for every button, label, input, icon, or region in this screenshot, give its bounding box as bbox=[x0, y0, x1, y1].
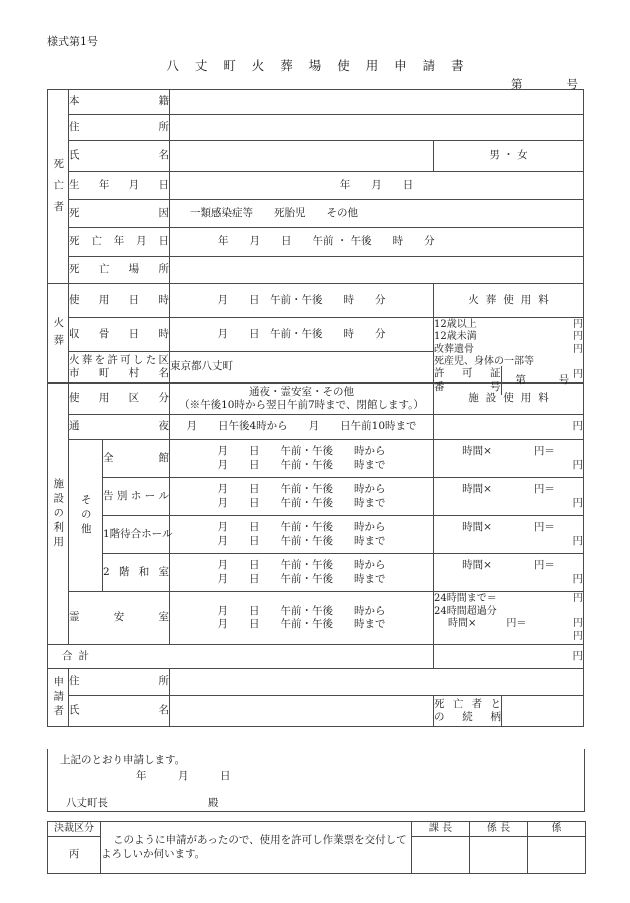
facility-to-line: 月 日 午前・午後 時まで bbox=[217, 572, 386, 585]
approval-stamp-kacho[interactable] bbox=[412, 837, 470, 874]
fee-item-unit: 円 bbox=[573, 368, 584, 380]
mortuary-fee-line1 bbox=[434, 593, 583, 606]
permit-number-prefix: 第 bbox=[515, 373, 526, 386]
section-label-facility: 施設の利用 bbox=[48, 384, 69, 645]
field-facility-2f-datetime[interactable] bbox=[170, 554, 434, 592]
table-row bbox=[48, 440, 584, 478]
facility-calc-line: 時間× 円＝ bbox=[462, 483, 555, 496]
use-class-line2: （※午後10時から翌日午前7時まで、閉館します。） bbox=[179, 399, 424, 411]
facility-calc-line: 時間× 円＝ bbox=[462, 521, 555, 534]
field-mortuary-fee[interactable] bbox=[434, 592, 584, 645]
field-use-datetime[interactable]: 月 日 午前・午後 時 分 bbox=[170, 284, 434, 318]
field-total-amount[interactable]: 円 bbox=[434, 645, 584, 669]
mortuary-fee-line1-label: 24時間まで＝ bbox=[434, 593, 497, 604]
fee-item-row bbox=[434, 331, 583, 344]
field-relation-to-deceased[interactable] bbox=[502, 696, 584, 727]
field-address-applicant[interactable] bbox=[170, 669, 584, 696]
mortuary-fee-line4-unit: 円 bbox=[573, 630, 584, 642]
table-row bbox=[48, 669, 584, 696]
label-name-deceased: 氏名 bbox=[69, 141, 170, 172]
fee-item-unit: 円 bbox=[573, 318, 584, 330]
table-row bbox=[48, 318, 584, 352]
approval-stamp-kakaricho[interactable] bbox=[470, 837, 528, 874]
label-death-date: 死亡年月日 bbox=[69, 228, 170, 257]
section-label-applicant: 申請者 bbox=[48, 669, 69, 727]
use-class-line1: 通夜・霊安室・その他 bbox=[249, 385, 354, 398]
table-row bbox=[48, 257, 584, 284]
document-number-prefix: 第 bbox=[511, 77, 523, 91]
permit-number-block bbox=[434, 366, 583, 395]
field-facility-kokubetsu-datetime[interactable] bbox=[170, 478, 434, 516]
label-honseki: 本籍 bbox=[69, 90, 170, 115]
facility-calc-unit: 円 bbox=[572, 534, 584, 547]
field-name-applicant[interactable] bbox=[170, 696, 434, 727]
field-permit-number[interactable] bbox=[501, 366, 583, 395]
label-name-applicant: 氏名 bbox=[69, 696, 170, 727]
fee-item-row bbox=[434, 344, 583, 357]
fee-item-row bbox=[434, 319, 583, 332]
approval-column-kakaricho: 係 長 bbox=[470, 822, 528, 837]
approval-stamp-kakari[interactable] bbox=[528, 837, 586, 874]
fee-item-label: 12歳未満 bbox=[434, 331, 477, 343]
facility-to-line: 月 日 午前・午後 時まで bbox=[217, 458, 386, 471]
field-ashes-datetime[interactable]: 月 日 午前・午後 時 分 bbox=[170, 318, 434, 352]
label-use-class: 使用区分 bbox=[69, 384, 170, 415]
field-gender[interactable]: 男 ・ 女 bbox=[434, 141, 584, 172]
facility-calc-line: 時間× 円＝ bbox=[462, 559, 555, 572]
table-row bbox=[48, 115, 584, 141]
facility-to-line: 月 日 午前・午後 時まで bbox=[217, 618, 386, 630]
field-use-class bbox=[170, 384, 434, 415]
label-relation-to-deceased: 死亡者と の続柄 bbox=[434, 696, 502, 727]
field-facility-1f-fee[interactable] bbox=[434, 516, 584, 554]
table-row bbox=[48, 478, 584, 516]
label-address-deceased: 住所 bbox=[69, 115, 170, 141]
field-facility-2f-fee[interactable] bbox=[434, 554, 584, 592]
facility-calc-line: 時間× 円＝ bbox=[462, 445, 555, 458]
mortuary-fee-line1-unit: 円 bbox=[573, 593, 584, 604]
table-row bbox=[48, 141, 584, 172]
fee-item-unit: 円 bbox=[573, 331, 584, 343]
sublabel-others: その他 bbox=[69, 440, 103, 592]
page-title: 八 丈 町 火 葬 場 使 用 申 請 書 bbox=[166, 58, 470, 73]
table-row bbox=[48, 822, 586, 837]
table-row bbox=[48, 200, 584, 228]
field-name-deceased[interactable] bbox=[170, 141, 434, 172]
field-mortuary-datetime[interactable] bbox=[170, 592, 434, 645]
approval-text-line2: よろしいか伺います。 bbox=[101, 847, 206, 860]
table-row bbox=[48, 554, 584, 592]
label-total: 合計 bbox=[48, 645, 434, 669]
field-cause-of-death[interactable]: 一類感染症等 死胎児 その他 bbox=[170, 200, 584, 228]
table-row bbox=[48, 90, 584, 115]
approval-request-text bbox=[101, 822, 412, 874]
facility-calc-unit: 円 bbox=[572, 458, 584, 471]
table-row bbox=[434, 366, 583, 395]
field-address-deceased[interactable] bbox=[170, 115, 584, 141]
facility-from-line: 月 日 午前・午後 時から bbox=[217, 521, 386, 534]
label-cause-of-death: 死因 bbox=[69, 200, 170, 228]
label-facility-kokubetsu-hall: 告別ホール bbox=[103, 478, 170, 516]
field-wake-fee[interactable]: 円 bbox=[434, 415, 584, 440]
facility-from-line: 月 日 午前・午後 時から bbox=[217, 559, 386, 572]
approval-text-line1: このように申請があったので、使用を許可し作業票を交付して bbox=[113, 834, 407, 847]
table-row bbox=[48, 696, 584, 727]
label-ashes-datetime: 収骨日時 bbox=[69, 318, 170, 352]
declaration-addressee-row bbox=[66, 795, 219, 810]
field-wake-datetime[interactable]: 月 日午後4時から 月 日午前10時まで bbox=[170, 415, 434, 440]
table-row bbox=[48, 516, 584, 554]
mortuary-fee-line3 bbox=[434, 618, 583, 631]
field-death-place[interactable] bbox=[170, 257, 584, 284]
fee-item-label: 死産児、身体の一部等 bbox=[434, 356, 534, 368]
facility-calc-unit: 円 bbox=[572, 496, 584, 509]
section-label-cremation: 火葬 bbox=[48, 284, 69, 383]
field-facility-zenkan-datetime[interactable] bbox=[170, 440, 434, 478]
document-number-suffix: 号 bbox=[566, 77, 578, 91]
field-facility-zenkan-fee[interactable] bbox=[434, 440, 584, 478]
label-permit-number: 許可証 番号 bbox=[434, 366, 501, 395]
mortuary-fee-line3-label: 時間× 円＝ bbox=[448, 618, 527, 629]
approval-column-kakari: 係 bbox=[528, 822, 586, 837]
label-mortuary: 霊安室 bbox=[69, 592, 170, 645]
field-death-date[interactable]: 年 月 日 午前 ・ 午後 時 分 bbox=[170, 228, 584, 257]
facility-to-line: 月 日 午前・午後 時まで bbox=[217, 534, 386, 547]
cremation-fee-header: 火葬使用料 bbox=[434, 284, 584, 318]
fee-item-unit: 円 bbox=[573, 343, 584, 355]
approval-column-kacho: 課 長 bbox=[412, 822, 470, 837]
label-facility-2f-washitsu: 2階和室 bbox=[103, 554, 170, 592]
section-label-deceased: 死亡者 bbox=[48, 90, 69, 284]
mortuary-fee-line2: 24時間超過分 bbox=[434, 605, 497, 617]
label-wake: 通夜 bbox=[69, 415, 170, 440]
value-decision-division[interactable]: 丙 bbox=[48, 837, 101, 874]
label-death-place: 死亡場所 bbox=[69, 257, 170, 284]
table-row bbox=[48, 172, 584, 200]
field-honseki[interactable] bbox=[170, 90, 584, 115]
label-decision-division: 決裁区分 bbox=[48, 822, 101, 837]
declaration-text: 上記のとおり申請します。 bbox=[60, 754, 186, 766]
facility-calc-unit: 円 bbox=[572, 572, 584, 585]
addressee-honorific: 殿 bbox=[208, 797, 219, 809]
facility-fee-header: 施設使用料 bbox=[434, 384, 584, 415]
permit-number-suffix: 号 bbox=[558, 373, 570, 386]
application-form-table bbox=[47, 89, 584, 727]
facility-from-line: 月 日 午前・午後 時から bbox=[217, 483, 386, 496]
field-facility-1f-datetime[interactable] bbox=[170, 516, 434, 554]
field-permit-municipality[interactable]: 東京都八丈町 bbox=[170, 352, 434, 383]
field-facility-kokubetsu-fee[interactable] bbox=[434, 478, 584, 516]
addressee-name: 八丈町長 bbox=[66, 797, 108, 809]
table-row bbox=[48, 645, 584, 669]
table-row bbox=[48, 284, 584, 318]
label-facility-1f-waiting-hall: 1階待合ホール bbox=[103, 516, 170, 554]
fee-item-label: 12歳以上 bbox=[434, 318, 477, 330]
table-row bbox=[48, 228, 584, 257]
facility-from-line: 月 日 午前・午後 時から bbox=[217, 445, 386, 458]
fee-item-label: 改葬遺骨 bbox=[434, 343, 474, 355]
declaration-date[interactable]: 年 月 日 bbox=[136, 770, 231, 782]
label-facility-zenkan: 全館 bbox=[103, 440, 170, 478]
mortuary-fee-line3-unit: 円 bbox=[573, 618, 584, 629]
declaration-block bbox=[47, 749, 585, 812]
facility-to-line: 月 日 午前・午後 時まで bbox=[217, 496, 386, 509]
label-address-applicant: 住所 bbox=[69, 669, 170, 696]
table-row bbox=[48, 592, 584, 645]
approval-table bbox=[47, 821, 586, 874]
table-row bbox=[48, 415, 584, 440]
field-birthdate[interactable]: 年 月 日 bbox=[170, 172, 584, 200]
label-use-datetime: 使用日時 bbox=[69, 284, 170, 318]
form-number: 様式第1号 bbox=[47, 35, 98, 48]
label-birthdate: 生年月日 bbox=[69, 172, 170, 200]
facility-from-line: 月 日 午前・午後 時から bbox=[217, 604, 386, 617]
label-permit-municipality: 火葬を許可した区 市町村名 bbox=[69, 352, 170, 383]
